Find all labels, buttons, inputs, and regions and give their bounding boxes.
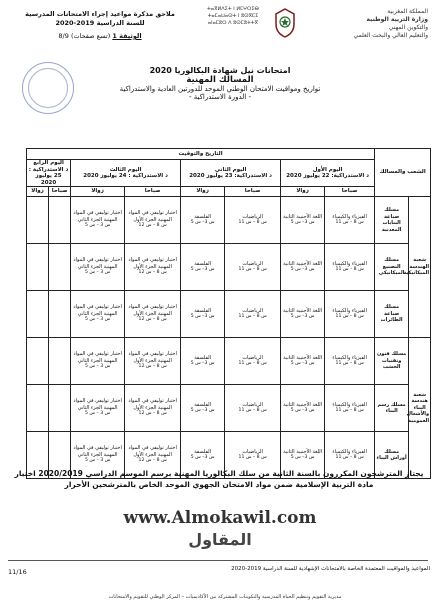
subject: الرياضيات [242,213,263,220]
day-header: اليوم الرابع د الاستدراكية : 25 يوليوز 2020 [27,160,71,187]
exam-cell [125,244,181,291]
ministry-header [278,8,428,40]
subject: الرياضيات [242,448,263,455]
subject: الرياضيات [242,401,263,408]
exam-cell [281,291,325,338]
day-header: اليوم الأول د الاستدراكية: 22 يوليوز 2020 [281,160,375,187]
exam-time: س 3– س 5 [290,314,315,319]
subject: اختبار توليفي في المواد المهنية الجزء الثاني [73,304,122,317]
subject: اختبار توليفي في المواد المهنية الجزء الأول [128,445,177,458]
subject: اختبار توليفي في المواد المهنية الجزء الثاني [73,351,122,364]
exam-time: س 8 – س 11 [335,408,364,413]
exam-time: س 8 – س 11 [238,267,267,272]
exam-cell [125,338,181,385]
exam-time: س 8 – س 12 [138,411,167,417]
ministry-line: وزارة التربية الوطنية [366,16,428,23]
exam-time: س 3– س 5 [290,361,315,366]
track-name: مسلك رسم البناء [375,385,409,432]
exam-cell [281,385,325,432]
titles-block [100,66,340,101]
subject: اختبار توليفي في المواد المهنية الجزء الأول [128,398,177,411]
exam-cell [125,291,181,338]
exam-time: س 8 – س 12 [138,364,167,370]
track-name: مسلك صناعة الطائرات [375,291,409,338]
subject: اللغة الأجنبية الثانية [283,354,323,361]
subject: الرياضيات [242,354,263,361]
exam-cell [181,197,225,244]
evening-header: زوالا [71,187,125,197]
exam-cell [125,385,181,432]
exam-time: س 8 – س 12 [138,458,167,464]
exam-time: س 3– س 5 [190,220,215,225]
morning-header: صباحا [225,187,281,197]
exam-title: امتحانات نيل شهادة البكالوريا 2020 [149,66,291,75]
exam-cell [27,291,49,338]
exam-time: س 3– س 5 [190,314,215,319]
ministry-line: والتعليم العالي والبحث العلمي [353,32,428,39]
branch-group: شعبة هندسة البناء والأشغال العمومية [409,338,431,479]
annex-header [10,10,190,41]
exam-cell [225,338,281,385]
evening-header: زوالا [181,187,225,197]
subject: الفلسفة [194,401,211,408]
subject: الفلسفة [194,307,211,314]
exam-time: س 3 – س 5 [84,458,111,464]
subject: الرياضيات [242,307,263,314]
subject: اختبار توليفي في المواد المهنية الجزء الثاني [73,398,122,411]
exam-cell [281,197,325,244]
exam-cell [125,197,181,244]
branch-group: شعبة الهندسة الميكانيكية [409,197,431,338]
table-row [27,338,431,385]
exam-cell [49,385,71,432]
document-label: الوثيقة 1 [112,32,142,40]
exam-time: س 8 – س 11 [335,267,364,272]
exam-cell [49,197,71,244]
morning-header: صباحا [125,187,181,197]
subject: اختبار توليفي في المواد المهنية الجزء الأول [128,257,177,270]
exam-cell [71,385,125,432]
exam-time: س 8 – س 11 [335,314,364,319]
watermark-name: المقاول [188,530,252,549]
exam-cell [49,244,71,291]
exam-cell [325,244,375,291]
subject: اختبار توليفي في المواد المهنية الجزء الأول [128,351,177,364]
exam-cell [27,197,49,244]
subject: الفيزياء والكيمياء [332,448,367,455]
exam-time: س 3 – س 5 [84,411,111,417]
watermark-url: www.Almokawil.com [123,508,317,528]
exam-time: س 8 – س 11 [238,455,267,460]
exam-cell [281,244,325,291]
subject: اختبار توليفي في المواد المهنية الجزء الأول [128,210,177,223]
exam-time: س 8 – س 12 [138,317,167,323]
day-header: اليوم الثاني د الاستدراكية: 23 يوليوز 2020 [181,160,281,187]
document-pages: (تسع صفحات) 8/9 [58,32,111,40]
exam-time: س 3– س 5 [190,361,215,366]
exam-cell [27,385,49,432]
date-time-header: التاريخ والتوقيت [27,149,375,160]
exam-cell [181,291,225,338]
subject: الرياضيات [242,260,263,267]
exam-time: س 3– س 5 [190,267,215,272]
subtitle: تواريخ ومواقيت الامتحان الوطني الموحد للدورتين العادية والاستدراكية [119,85,321,93]
exam-time: س 3 – س 5 [84,364,111,370]
exam-time: س 3– س 5 [290,455,315,460]
track-name: مسلك صناعة البنايات المعدنية [375,197,409,244]
track-name: مسلك التصنيع الميكانيكي [375,244,409,291]
footer-note: يجتاز المترشحون المكررون بالسنة الثانية من سلك البكالوريا المهنية برسم الموسم الدراسي 2020/2019 اختبار مادة التربية الإسلامية ضمن مواد الامتحان الجهوي الموحد الخاص بالمترشحين الأحرار [14,469,424,489]
exam-cell [181,244,225,291]
subject: الفيزياء والكيمياء [332,354,367,361]
exam-cell [71,244,125,291]
table-row [27,244,431,291]
exam-cell [181,338,225,385]
session-title: - الدورة الاستدراكية - [188,93,252,101]
exam-time: س 3– س 5 [290,408,315,413]
subject: اللغة الأجنبية الثانية [283,213,323,220]
exam-time: س 3– س 5 [290,267,315,272]
footer-divider [8,560,428,561]
subject: اللغة الأجنبية الثانية [283,260,323,267]
exam-cell [71,291,125,338]
exam-cell [325,338,375,385]
subject: اختبار توليفي في المواد المهنية الجزء الثاني [73,210,122,223]
exam-cell [225,244,281,291]
table-row [27,385,431,432]
exam-time: س 8 – س 11 [335,361,364,366]
table-row [27,197,431,244]
footer-address: مديرية التقويم وتنظيم الحياة المدرسية والتكوينات المشتركة بين الأكاديميات – المركز الوطني للتقويم والامتحانات [108,594,342,600]
morning-header: صباحا [325,187,375,197]
subject: الفيزياء والكيمياء [332,401,367,408]
ministry-line: والتكوين المهني [388,24,428,31]
subject: الفلسفة [194,213,211,220]
tifinagh-header: ⵜⴰⴳⵍⴷⵉⵜ ⵏ ⵍⵎⵖⵔⵉⴱ ⵜⴰⵎⴰⵡⴰⵙⵜ ⵏ ⵓⵙⴳⵎⵉ ⴰⵏⴰⵎⵓⵔ ⴷ ⵓⵙⵎⵓⵜⵜⴳ [207,6,259,26]
exam-cell [325,197,375,244]
footer-text: المواعيد والمواقيت المعتمدة الخاصة بالامتحانات الإشهادية للسنة الدراسية 2019-2020 [231,566,430,572]
day-header: اليوم الثالث د الاستدراكية : 24 يوليوز 2020 [71,160,181,187]
exam-time: س 3– س 5 [190,408,215,413]
track-title: المسالك المهنية [186,75,254,85]
exam-time: س 3 – س 5 [84,317,111,323]
exam-cell [49,338,71,385]
subject: اختبار توليفي في المواد المهنية الجزء الأول [128,304,177,317]
subject: الفيزياء والكيمياء [332,260,367,267]
ministry-line: المملكة المغربية [387,8,428,15]
track-name: مسلك فنون وتقنيات الخشب [375,338,409,385]
exam-cell [49,291,71,338]
stamp-inner-ring [28,68,68,108]
subject: اختبار توليفي في المواد المهنية الجزء الثاني [73,445,122,458]
table-row [27,291,431,338]
exam-time: س 3 – س 5 [84,223,111,229]
exam-time: س 8 – س 12 [138,223,167,229]
annex-line: ملاحق مذكرة مواعيد إجراء الامتحانات المدرسية [25,10,175,18]
evening-header: زوالا [281,187,325,197]
branch-header: الشعب والمسالك [375,149,431,197]
schedule-table [26,148,431,479]
exam-cell [225,385,281,432]
exam-time: س 8 – س 11 [335,220,364,225]
exam-time: س 3– س 5 [290,220,315,225]
subject: الفيزياء والكيمياء [332,307,367,314]
subject: اللغة الأجنبية الثانية [283,448,323,455]
exam-time: س 8 – س 11 [238,361,267,366]
evening-header: زوالا [27,187,49,197]
exam-cell [181,385,225,432]
kingdom-emblem-icon [270,6,300,40]
exam-cell [27,338,49,385]
subject: الفلسفة [194,260,211,267]
exam-time: س 8 – س 11 [238,314,267,319]
subject: اللغة الأجنبية الثانية [283,307,323,314]
exam-cell [281,338,325,385]
exam-time: س 8 – س 12 [138,270,167,276]
annex-line: للسنة الدراسية 2019-2020 [55,19,145,27]
exam-time: س 8 – س 11 [238,220,267,225]
exam-cell [71,338,125,385]
subject: الفيزياء والكيمياء [332,213,367,220]
exam-cell [225,291,281,338]
exam-time: س 8 – س 11 [238,408,267,413]
exam-time: س 8 – س 11 [335,455,364,460]
exam-cell [325,385,375,432]
page-number: 11/16 [8,568,27,576]
exam-cell [27,244,49,291]
subject: الفلسفة [194,448,211,455]
exam-time: س 3– س 5 [190,455,215,460]
morning-header: صباحا [49,187,71,197]
subject: اختبار توليفي في المواد المهنية الجزء الثاني [73,257,122,270]
exam-cell [225,197,281,244]
exam-time: س 3 – س 5 [84,270,111,276]
subject: الفلسفة [194,354,211,361]
track-name: مسلك أوراش البناء [375,432,409,479]
exam-cell [325,291,375,338]
exam-cell [71,197,125,244]
subject: اللغة الأجنبية الثانية [283,401,323,408]
